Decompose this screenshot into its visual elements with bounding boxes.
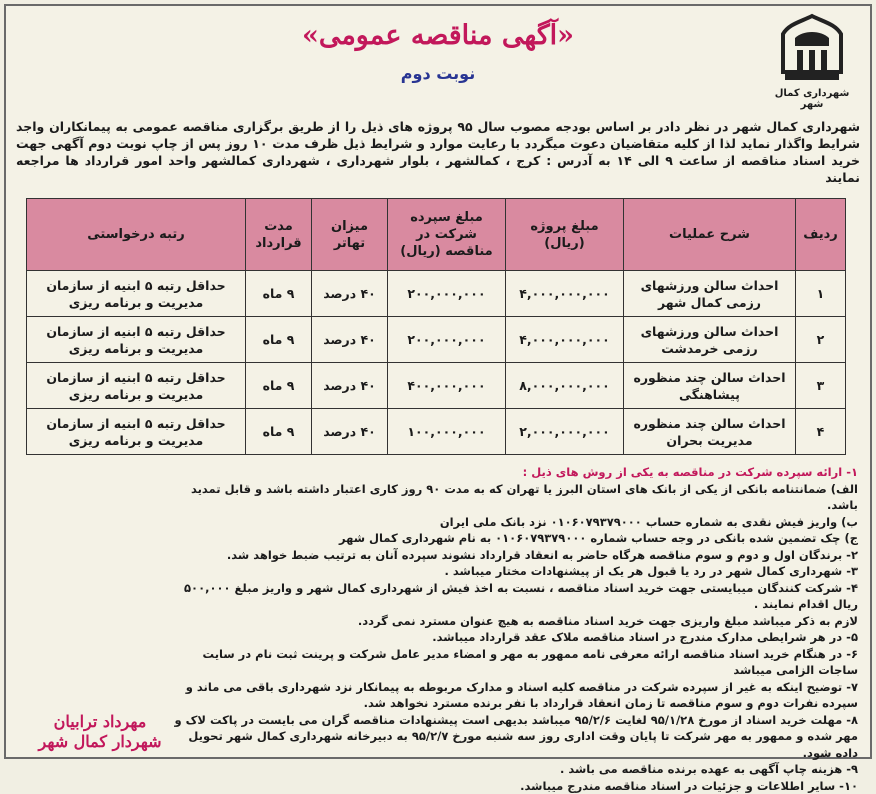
col-deposit: مبلغ سپرده شرکت در مناقصه (ریال) <box>388 199 506 271</box>
cell-row: ۳ <box>796 363 846 409</box>
cell-overhead: ۴۰ درصد <box>312 271 388 317</box>
signatory-role: شهردار کمال شهر <box>20 732 180 752</box>
cell-rank: حداقل رتبه ۵ ابنیه از سازمان مدیریت و برنامه ریزی <box>27 409 246 455</box>
tender-notice <box>4 4 872 759</box>
table-row <box>27 271 846 317</box>
notice-title: «آگهی مناقصه عمومی» <box>6 20 870 51</box>
term-item: ج) چک تضمین شده بانکی در وجه حساب شماره ۰۱۰۶۰۷۹۳۷۹۰۰۰ به نام شهرداری کمال شهر <box>168 530 858 547</box>
term-item: ۳- شهرداری کمال شهر در رد یا قبول هر یک از پیشنهادات مختار میباشد . <box>168 563 858 580</box>
table-row <box>27 409 846 455</box>
cell-overhead: ۴۰ درصد <box>312 363 388 409</box>
cell-rank: حداقل رتبه ۵ ابنیه از سازمان مدیریت و برنامه ریزی <box>27 271 246 317</box>
term-item: ۵- در هر شرایطی مدارک مندرج در اسناد مناقصه ملاک عقد قرارداد میباشد. <box>168 629 858 646</box>
col-duration: مدت قرارداد <box>246 199 312 271</box>
cell-row: ۲ <box>796 317 846 363</box>
term-item: ۲- برندگان اول و دوم و سوم مناقصه هرگاه حاضر به انعقاد قرارداد نشوند سپرده آنان به ترتیب ضبط خواهد شد. <box>168 547 858 564</box>
cell-deposit: ۲۰۰,۰۰۰,۰۰۰ <box>388 271 506 317</box>
col-rank: رتبه درخواستی <box>27 199 246 271</box>
term-item: ۱- ارائه سپرده شرکت در مناقصه به یکی از روش های ذیل : <box>168 464 858 481</box>
cell-operation: احداث سالن ورزشهای رزمی خرمدشت <box>624 317 796 363</box>
cell-row: ۴ <box>796 409 846 455</box>
term-item: الف) ضمانتنامه بانکی از یکی از بانک های استان البرز یا تهران که به مدت ۹۰ روز کاری اعتبار داشته باشد و قابل تمدید باشد. <box>168 481 858 514</box>
cell-rank: حداقل رتبه ۵ ابنیه از سازمان مدیریت و برنامه ریزی <box>27 317 246 363</box>
term-item: لازم به ذکر میباشد مبلغ واریزی جهت خرید اسناد مناقصه به هیچ عنوان مسترد نمی گردد. <box>168 613 858 630</box>
col-row: ردیف <box>796 199 846 271</box>
cell-project-amount: ۲,۰۰۰,۰۰۰,۰۰۰ <box>506 409 624 455</box>
cell-overhead: ۴۰ درصد <box>312 317 388 363</box>
term-item: ۹- هزینه چاپ آگهی به عهده برنده مناقصه می باشد . <box>168 761 858 778</box>
term-item: ۷- توضیح اینکه به غیر از سپرده شرکت در مناقصه کلیه اسناد و مدارک مربوطه به پیمانکار نزد شهرداری باقی می ماند و سپرده نفرات دوم و سوم مناقصه تا زمان انعقاد قرارداد با نفر برنده مسترد نخواهد شد. <box>168 679 858 712</box>
table-header-row <box>27 199 846 271</box>
term-item: ۸- مهلت خرید اسناد از مورخ ۹۵/۱/۲۸ لغایت ۹۵/۲/۶ میباشد بدیهی است پیشنهادات مناقصه گران می بایست در پاکت لاک و مهر شده و ممهور به مهر شرکت تا پایان وقت اداری روز سه شنبه مورخ ۹۵/۲/۷ به دبیرخانه شهرداری کمال شهر تحویل داده شود. <box>168 712 858 762</box>
cell-deposit: ۲۰۰,۰۰۰,۰۰۰ <box>388 317 506 363</box>
cell-deposit: ۱۰۰,۰۰۰,۰۰۰ <box>388 409 506 455</box>
col-operation: شرح عملیات <box>624 199 796 271</box>
cell-operation: احداث سالن ورزشهای رزمی کمال شهر <box>624 271 796 317</box>
cell-duration: ۹ ماه <box>246 409 312 455</box>
col-overhead: میزان تهاتر <box>312 199 388 271</box>
cell-project-amount: ۴,۰۰۰,۰۰۰,۰۰۰ <box>506 317 624 363</box>
cell-duration: ۹ ماه <box>246 271 312 317</box>
table-row <box>27 363 846 409</box>
term-item: ۴- شرکت کنندگان میبایستی جهت خرید اسناد مناقصه ، نسبت به اخذ فیش از شهرداری کمال شهر و واریز مبلغ ۵۰۰,۰۰۰ ریال اقدام نمایند . <box>168 580 858 613</box>
cell-project-amount: ۸,۰۰۰,۰۰۰,۰۰۰ <box>506 363 624 409</box>
intro-paragraph: شهرداری کمال شهر در نظر دادر بر اساس بودجه مصوب سال ۹۵ پروژه های ذیل را از طریق برگزاری مناقصه عمومی به پیمانکاران واجد شرایط واگذار نماید لذا از کلیه متقاضیان دعوت میگردد با رعایت موارد و شرایط ذیل ظرف مدت ۱۰ روز پس از چاپ نوبت دوم آگهی جهت خرید اسناد مناقصه از ساعت ۹ الی ۱۴ به آدرس : کرج ، کمالشهر ، بلوار شهرداری ، شهرداری کمالشهر واحد امور قرارداد ها مراجعه نمایند <box>16 118 860 186</box>
cell-duration: ۹ ماه <box>246 363 312 409</box>
cell-deposit: ۴۰۰,۰۰۰,۰۰۰ <box>388 363 506 409</box>
term-item: ۱۰- سایر اطلاعات و جزئیات در اسناد مناقصه مندرج میباشد. <box>168 778 858 794</box>
projects-table <box>26 198 846 455</box>
col-project-amount: مبلغ پروژه (ریال) <box>506 199 624 271</box>
cell-project-amount: ۴,۰۰۰,۰۰۰,۰۰۰ <box>506 271 624 317</box>
signatory-name: مهرداد ترابیان <box>20 712 180 732</box>
notice-header <box>6 6 870 118</box>
table-row <box>27 317 846 363</box>
term-item: ۶- در هنگام خرید اسناد مناقصه ارائه معرفی نامه ممهور به مهر و امضاء مدیر عامل شرکت و پرینت ثبت نام در سایت ساجات الزامی میباشد <box>168 646 858 679</box>
cell-operation: احداث سالن چند منظوره پیشاهنگی <box>624 363 796 409</box>
cell-overhead: ۴۰ درصد <box>312 409 388 455</box>
cell-row: ۱ <box>796 271 846 317</box>
logo-caption: شهرداری کمال شهر <box>762 88 862 110</box>
signature-block <box>20 712 180 752</box>
notice-subtitle: نوبت دوم <box>6 64 870 83</box>
cell-operation: احداث سالن چند منظوره مدیریت بحران <box>624 409 796 455</box>
terms-list <box>168 464 858 794</box>
cell-rank: حداقل رتبه ۵ ابنیه از سازمان مدیریت و برنامه ریزی <box>27 363 246 409</box>
cell-duration: ۹ ماه <box>246 317 312 363</box>
term-item: ب) واریز فیش نقدی به شماره حساب ۰۱۰۶۰۷۹۳۷۹۰۰۰ نزد بانک ملی ایران <box>168 514 858 531</box>
